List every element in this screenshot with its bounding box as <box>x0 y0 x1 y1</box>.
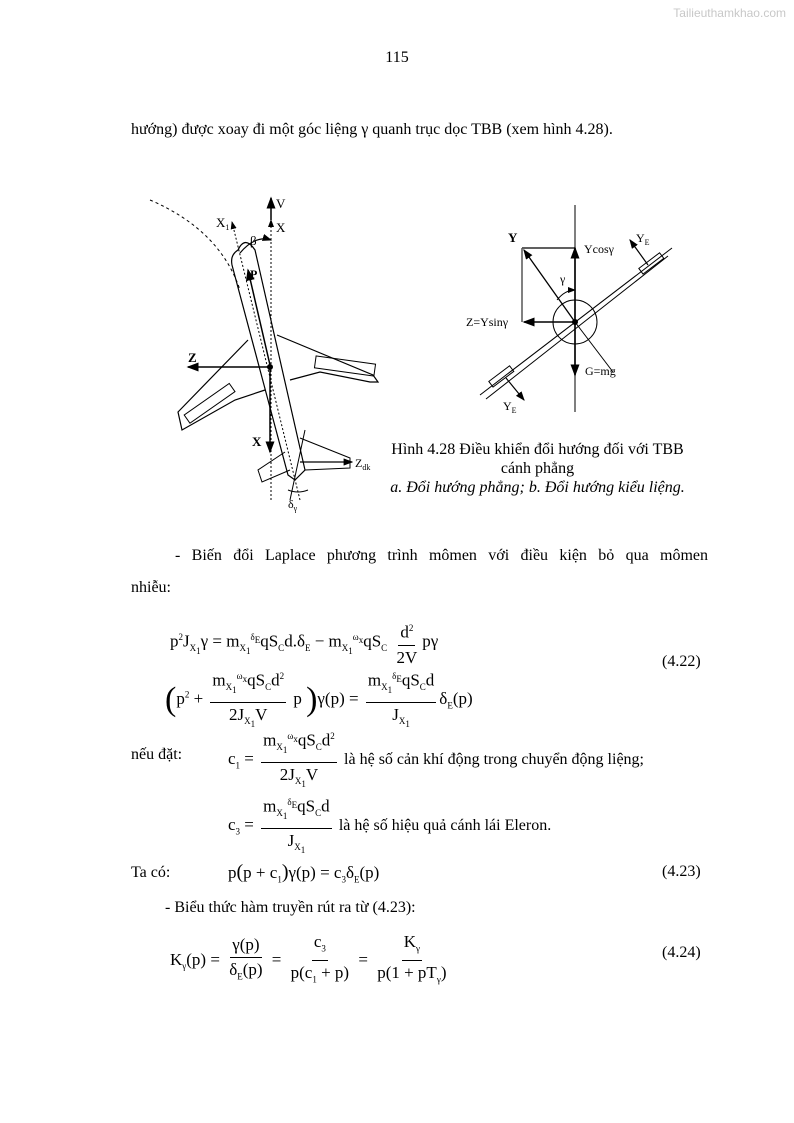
label-gamma: γ <box>560 272 566 286</box>
equation-4-23: $p(p + c_1)\gamma(p) = c_3\delta_E(p)$ <box>228 861 380 885</box>
x1-axis-dotted <box>232 222 300 500</box>
neu-dat-label: nếu đặt: <box>131 746 183 763</box>
tail-left <box>258 452 290 482</box>
wing-line-2 <box>486 256 668 399</box>
equation-number-4-24: (4.24) <box>662 944 701 961</box>
equation-number-4-22: (4.22) <box>662 653 701 670</box>
gamma-arc <box>557 290 575 300</box>
rudder-line <box>290 430 305 500</box>
intro-line: hướng) được xoay đi một góc liệng γ quanh trục dọc TBB (xem hình 4.28). <box>131 121 613 138</box>
tail-right <box>300 438 350 470</box>
c1-description: là hệ số cản khí động trong chuyển động liệng; <box>344 750 644 768</box>
p-arrow <box>248 270 270 365</box>
label-zsin: Z=Ysinγ <box>466 315 509 329</box>
para-laplace-line1: - Biến đổi Laplace phương trình mômen với điều kiện bỏ qua mômen <box>175 547 708 564</box>
caption-line-2: cánh phẳng <box>500 460 575 477</box>
watermark: Tailieuthamkhao.com <box>673 6 786 20</box>
wing-line-1 <box>480 248 672 395</box>
ye-bottom-arrow <box>506 378 524 400</box>
label-ye-top: $Y_E$ <box>636 231 650 247</box>
label-ye-bottom: $Y_E$ <box>503 399 517 415</box>
label-g: G=mg <box>585 364 616 378</box>
equation-4-22-line2: ($p^2$ + $\frac{m_{X_1}^{\omega_x}qS_Cd^2}{2J_{X_1}V}$ p )γ(p) = $\frac{m_{X_1}^{\delta_E}qS_Cd}{J_{X_1}}$ $\delta_E(p)$ <box>165 666 473 734</box>
label-ycos: Ycosγ <box>584 242 614 256</box>
center-of-mass <box>267 364 273 370</box>
equation-4-22-line1: $p^2J_{X_1}\gamma = m_{X_1}^{\delta_E}qS_Cd.\delta_E - m_{X_1}^{\omega_x}qS_C$ $\frac{d^2}{2V}$ pγ <box>170 618 438 668</box>
label-z: Z <box>188 350 197 365</box>
c3-definition: $c_3$ = $\frac{m_{X_1}^{\delta_E}qS_Cd}{J_{X_1}}$ là hệ số hiệu quả cánh lái Eleron. <box>228 792 551 860</box>
trajectory-curve <box>150 200 240 290</box>
equation-4-24: $K_\gamma(p)$ = $\frac{\gamma(p)}{\delta_E(p)}$ = $\frac{c_3}{p(c_1 + p)}$ = $\frac{K_\gamma}{p(1 + pT_\gamma)}$ <box>170 932 447 985</box>
c1-definition: $c_1$ = $\frac{m_{X_1}^{\omega_x}qS_Cd^2}{2J_{X_1}V}$ là hệ số cản khí động trong chuyển động liệng; <box>228 726 644 794</box>
para-transfer-function: - Biểu thức hàm truyền rút ra từ (4.23): <box>165 899 416 916</box>
page-number: 115 <box>385 49 409 66</box>
y-arrow <box>524 250 575 322</box>
label-v: V <box>276 196 286 211</box>
label-delta-gamma: $\delta_\gamma$ <box>288 497 298 513</box>
figure-caption <box>355 440 720 497</box>
caption-line-3: a. Đổi hướng phẳng; b. Đổi hướng kiểu liệng. <box>390 479 685 496</box>
label-beta: β <box>250 233 257 248</box>
caption-line-1: Hình 4.28 Điều khiển đổi hướng đối với TBB <box>391 441 684 458</box>
label-x1: $X_1$ <box>216 215 230 232</box>
fuselage <box>232 243 305 481</box>
label-p: P <box>250 267 258 281</box>
equation-number-4-23: (4.23) <box>662 863 701 880</box>
label-zdk: $Z_{dk}$ <box>355 456 371 472</box>
para-laplace-line2: nhiễu: <box>131 579 171 596</box>
label-x-top: X <box>276 220 286 235</box>
label-y: Y <box>508 230 518 245</box>
ta-co-label: Ta có: <box>131 864 171 881</box>
figure-bank-turn-forces <box>450 190 710 420</box>
c3-description: là hệ số hiệu quả cánh lái Eleron. <box>338 816 552 834</box>
label-x-bottom: X <box>252 434 262 449</box>
